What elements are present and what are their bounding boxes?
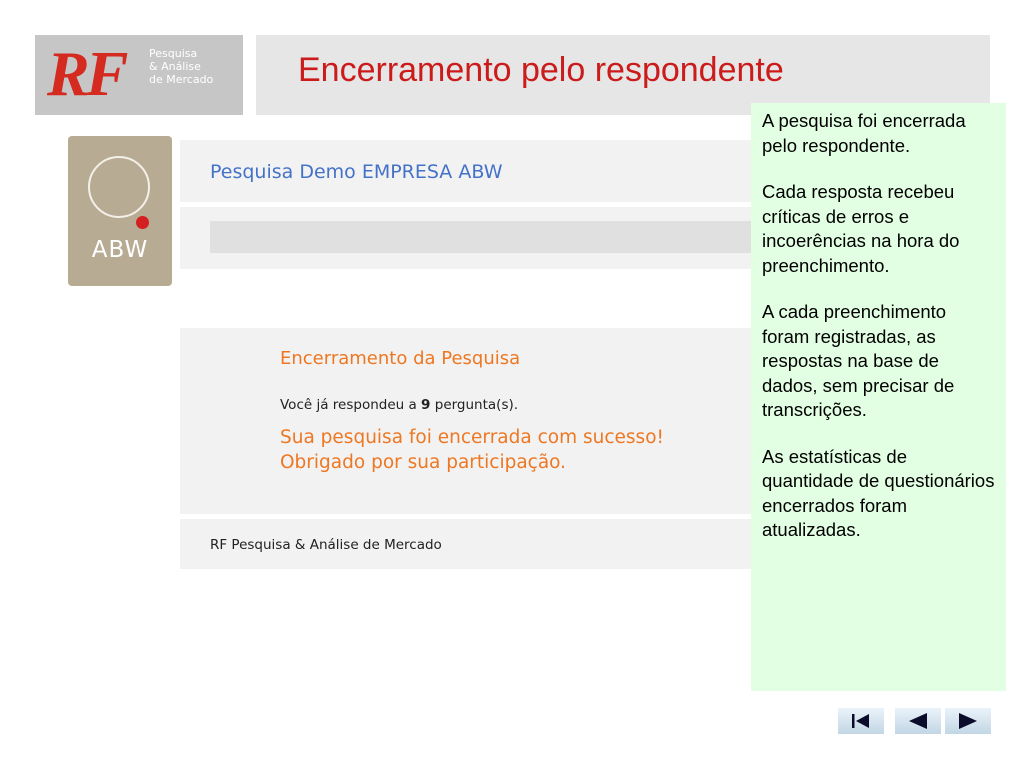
success-line: Sua pesquisa foi encerrada com sucesso! (280, 427, 664, 448)
abw-logo-dot-icon (136, 216, 149, 229)
answered-count: 9 (421, 397, 431, 413)
next-slide-icon (945, 708, 991, 734)
first-slide-button[interactable] (838, 708, 884, 734)
survey-title: Pesquisa Demo EMPRESA ABW (210, 161, 503, 183)
note-paragraph: A cada preenchimento foram registradas, as respostas na base de dados, sem precisar de transcrições. (762, 301, 955, 420)
success-message (280, 425, 664, 475)
thanks-line: Obrigado por sua participação. (280, 452, 567, 473)
survey-header (180, 140, 751, 202)
progress-bar (210, 221, 751, 253)
note-box (751, 103, 1006, 691)
rf-logo-subtitle-line: Pesquisa (149, 47, 198, 60)
slide-title: Encerramento pelo respondente (298, 51, 784, 89)
next-slide-button[interactable] (945, 708, 991, 734)
previous-slide-button[interactable] (895, 708, 941, 734)
survey-end-panel (180, 328, 751, 514)
note-paragraph: Cada resposta recebeu críticas de erros e incoerências na hora do preenchimento. (762, 181, 960, 276)
rf-logo-letters: RF (47, 38, 125, 109)
previous-slide-icon (895, 708, 941, 734)
note-paragraph: A pesquisa foi encerrada pelo respondente. (762, 110, 966, 156)
abw-logo-text: ABW (91, 237, 149, 263)
survey-footer-text: RF Pesquisa & Análise de Mercado (210, 537, 442, 553)
rf-logo (35, 35, 243, 115)
survey-footer (180, 519, 751, 569)
rf-logo-subtitle-line: de Mercado (149, 73, 214, 86)
answered-suffix: pergunta(s). (430, 397, 519, 413)
abw-logo-circle-icon (88, 156, 150, 218)
rf-logo-subtitle-line: & Análise (149, 60, 201, 73)
note-paragraph: As estatísticas de quantidade de questionários encerrados foram atualizadas. (762, 445, 995, 540)
progress-area (180, 207, 751, 269)
survey-end-title: Encerramento da Pesquisa (280, 348, 521, 369)
answered-prefix: Você já respondeu a (280, 397, 422, 413)
abw-logo (68, 136, 172, 286)
rf-logo-subtitle (149, 47, 213, 86)
first-slide-icon (838, 708, 884, 734)
answered-count-text (280, 397, 518, 413)
